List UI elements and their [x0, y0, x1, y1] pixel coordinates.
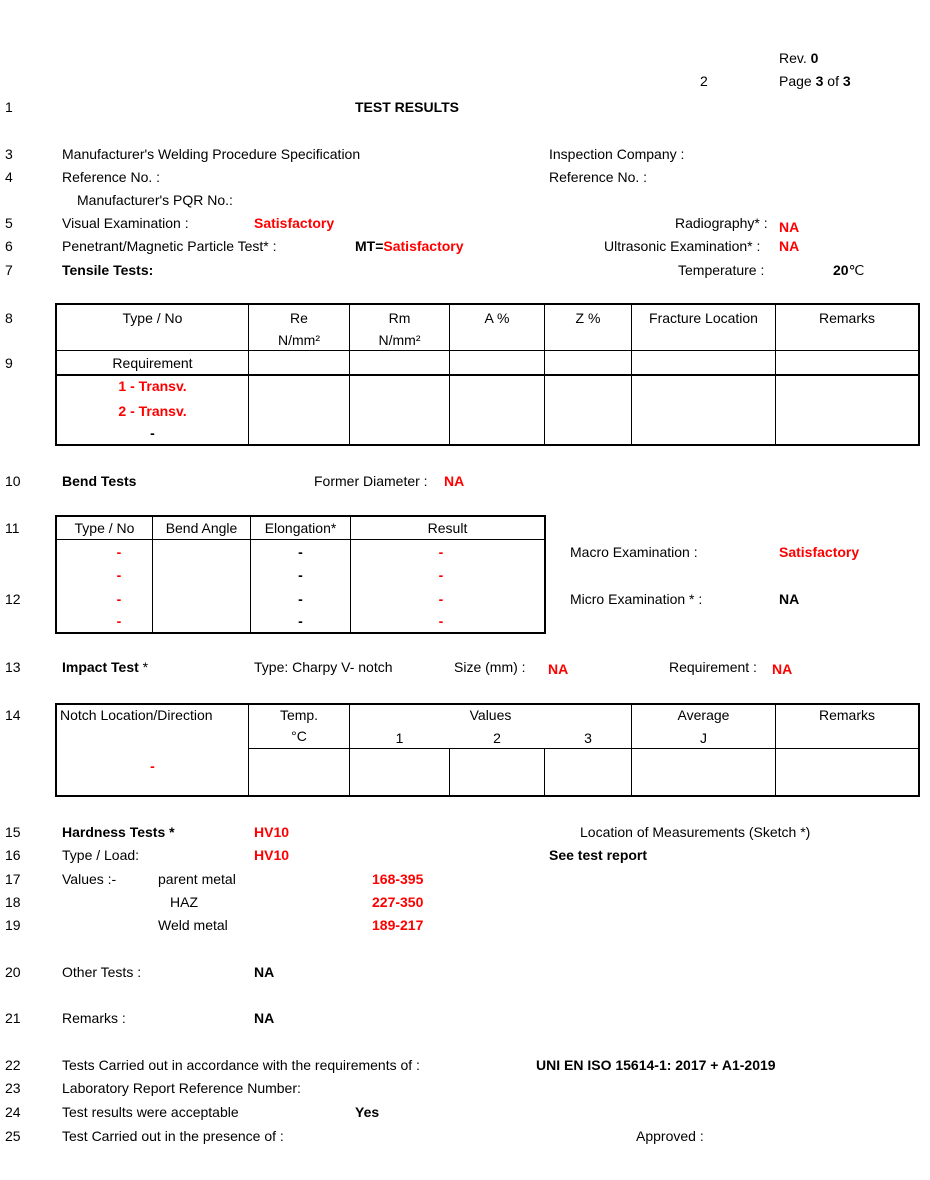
- impact-header-values: Values: [469, 707, 512, 723]
- former-diameter-label: Former Diameter :: [314, 473, 428, 489]
- header-re-unit: N/mm²: [278, 332, 320, 348]
- penetrant-label: Penetrant/Magnetic Particle Test* :: [62, 238, 277, 254]
- bend-row-result: -: [438, 613, 444, 629]
- row-number: 22: [5, 1057, 21, 1073]
- bend-row-result: -: [438, 544, 444, 560]
- accordance-value: UNI EN ISO 15614-1: 2017 + A1-2019: [536, 1057, 776, 1073]
- tensile-tests-title: Tensile Tests:: [62, 262, 154, 278]
- temperature-value: 20: [833, 262, 849, 278]
- header-rm-unit: N/mm²: [378, 332, 421, 348]
- row-number: 19: [5, 917, 21, 933]
- page-current: 3: [815, 73, 824, 89]
- impact-header-average-unit: J: [700, 730, 707, 746]
- acceptable-label: Test results were acceptable: [62, 1104, 239, 1120]
- type-load-label: Type / Load:: [62, 847, 140, 863]
- bend-row-result: -: [438, 591, 444, 607]
- macro-examination-label: Macro Examination :: [570, 544, 698, 560]
- row-number: 23: [5, 1080, 21, 1096]
- type-load-value: HV10: [254, 847, 290, 863]
- measurement-location-label: Location of Measurements (Sketch *): [580, 824, 811, 840]
- row-number: 5: [5, 215, 13, 231]
- header-fracture-location: Fracture Location: [649, 310, 758, 326]
- radiography-value: NA: [779, 219, 800, 235]
- impact-header-temp: Temp.: [279, 707, 319, 723]
- temperature-label: Temperature :: [678, 262, 765, 278]
- row-number: 25: [5, 1128, 21, 1144]
- row-number: 6: [5, 238, 13, 254]
- bend-row-type: -: [116, 567, 122, 583]
- impact-type-label: Type: Charpy V- notch: [254, 659, 393, 675]
- impact-header-value-3: 3: [584, 730, 592, 746]
- row-number: 10: [5, 473, 21, 489]
- inspection-company-label: Inspection Company :: [549, 146, 685, 162]
- bend-row-type: -: [116, 591, 122, 607]
- row-number: 16: [5, 847, 21, 863]
- impact-size-label: Size (mm) :: [454, 659, 526, 675]
- impact-requirement-label: Requirement :: [669, 659, 757, 675]
- impact-size-value: NA: [548, 661, 569, 677]
- header-rm: Rm: [388, 310, 411, 326]
- reference-no-label: Reference No. :: [62, 169, 161, 185]
- visual-examination-label: Visual Examination :: [62, 215, 189, 231]
- bend-tests-title: Bend Tests: [62, 473, 137, 489]
- former-diameter-value: NA: [444, 473, 465, 489]
- header-type-no: Type / No: [122, 310, 183, 326]
- impact-test-title: [62, 658, 148, 676]
- impact-header-value-2: 2: [493, 730, 501, 746]
- bend-row-type: -: [116, 613, 122, 629]
- temperature-reading: [833, 261, 864, 279]
- accordance-label: Tests Carried out in accordance with the requirements of :: [62, 1057, 420, 1073]
- bend-row-elongation: -: [298, 591, 303, 607]
- ultrasonic-value: NA: [779, 238, 800, 254]
- visual-examination-value: Satisfactory: [254, 215, 335, 231]
- bend-row-type: -: [116, 544, 122, 560]
- bend-row-elongation: -: [298, 567, 303, 583]
- ultrasonic-label: Ultrasonic Examination* :: [604, 238, 761, 254]
- parent-metal-value: 168-395: [372, 871, 424, 887]
- header-re: Re: [290, 310, 308, 326]
- haz-value: 227-350: [372, 894, 424, 910]
- header-z-percent: Z %: [575, 310, 601, 326]
- page-total: 3: [842, 73, 851, 89]
- page-of: of: [827, 73, 839, 89]
- temperature-unit: ℃: [848, 262, 865, 278]
- weld-metal-value: 189-217: [372, 917, 424, 933]
- table-row: 2 - Transv.: [118, 403, 187, 419]
- bend-row-elongation: -: [298, 613, 303, 629]
- other-tests-label: Other Tests :: [62, 964, 142, 980]
- row-number: 13: [5, 659, 21, 675]
- bend-header-type: Type / No: [74, 520, 135, 536]
- row-number: 7: [5, 262, 13, 278]
- table-row: -: [150, 425, 155, 441]
- macro-examination-value: Satisfactory: [779, 544, 860, 560]
- table-row: 1 - Transv.: [118, 378, 187, 394]
- header-remarks: Remarks: [818, 310, 875, 326]
- values-label: Values :-: [62, 871, 117, 887]
- row-number: 11: [5, 520, 20, 536]
- see-test-report: See test report: [549, 847, 648, 863]
- presence-label: Test Carried out in the presence of :: [62, 1128, 284, 1144]
- requirement-label: Requirement: [112, 355, 193, 371]
- row-number: 3: [5, 146, 13, 162]
- row-number: 17: [5, 871, 21, 887]
- row-number: 24: [5, 1104, 21, 1120]
- row-number: 1: [5, 99, 13, 115]
- bend-row-result: -: [438, 567, 444, 583]
- other-tests-value: NA: [254, 964, 275, 980]
- bend-header-result: Result: [427, 520, 468, 536]
- sheet-number: 2: [700, 73, 708, 89]
- header-a-percent: A %: [484, 310, 510, 326]
- hardness-title-value: HV10: [254, 824, 290, 840]
- wps-label: Manufacturer's Welding Procedure Specification: [62, 146, 361, 162]
- penetrant-value: Satisfactory: [383, 238, 464, 254]
- row-number: 8: [5, 310, 13, 326]
- approved-label: Approved :: [636, 1128, 704, 1144]
- impact-header-temp-unit: °C: [291, 728, 307, 744]
- row-number: 20: [5, 964, 21, 980]
- page-title: TEST RESULTS: [355, 99, 459, 115]
- impact-header-value-1: 1: [395, 730, 404, 746]
- row-number: 12: [5, 591, 21, 607]
- micro-examination-value: NA: [779, 591, 800, 607]
- impact-row-notch: -: [150, 758, 155, 774]
- lab-report-ref-label: Laboratory Report Reference Number:: [62, 1080, 301, 1096]
- weld-metal-label: Weld metal: [158, 917, 228, 933]
- page-label: Page: [779, 73, 812, 89]
- remarks-value: NA: [254, 1010, 275, 1026]
- impact-header-notch: Notch Location/Direction: [60, 707, 213, 723]
- impact-requirement-value: NA: [772, 661, 793, 677]
- bend-header-angle: Bend Angle: [165, 520, 238, 536]
- rev-value: 0: [810, 50, 819, 66]
- row-number: 18: [5, 894, 21, 910]
- remarks-label: Remarks :: [62, 1010, 126, 1026]
- impact-title-star: *: [142, 659, 149, 675]
- bend-row-elongation: -: [298, 544, 303, 560]
- rev-label: Rev.: [779, 50, 807, 66]
- row-number: 21: [5, 1010, 21, 1026]
- impact-header-average: Average: [677, 707, 730, 723]
- parent-metal-label: parent metal: [158, 871, 236, 887]
- hardness-tests-title: Hardness Tests *: [62, 824, 175, 840]
- acceptable-value: Yes: [355, 1104, 380, 1120]
- micro-examination-label: Micro Examination * :: [570, 591, 703, 607]
- impact-header-remarks: Remarks: [818, 707, 875, 723]
- row-number: 15: [5, 824, 21, 840]
- penetrant-result: [355, 237, 464, 255]
- inspection-reference-label: Reference No. :: [549, 169, 648, 185]
- row-number: 4: [5, 169, 13, 185]
- page-indicator: [779, 72, 851, 90]
- pqr-label: Manufacturer's PQR No.:: [77, 192, 233, 208]
- penetrant-prefix: MT=: [355, 238, 384, 254]
- revision: [779, 49, 818, 67]
- radiography-label: Radiography* :: [675, 215, 768, 231]
- haz-label: HAZ: [170, 894, 198, 910]
- row-number: 9: [5, 355, 13, 371]
- row-number: 14: [5, 707, 21, 723]
- bend-header-elongation: Elongation*: [264, 520, 337, 536]
- impact-title-text: Impact Test: [62, 659, 139, 675]
